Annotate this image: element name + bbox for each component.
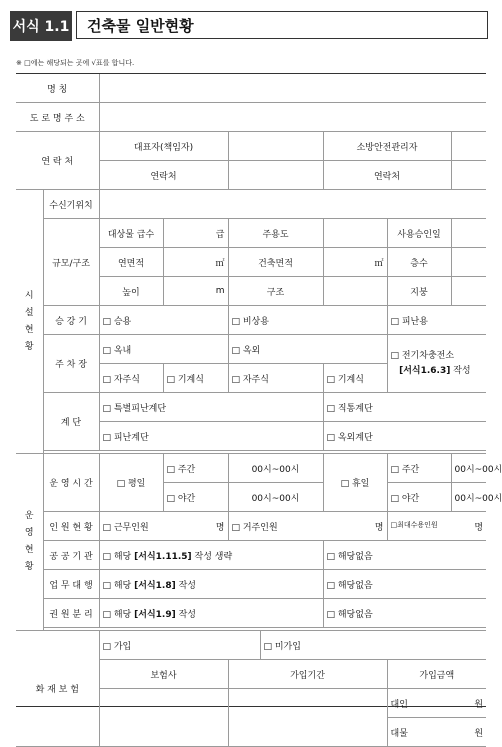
- structure-field[interactable]: [323, 277, 387, 306]
- period-field[interactable]: [228, 689, 387, 747]
- direct-stairs-checkbox[interactable]: □ 직통계단: [323, 393, 486, 422]
- rights-no-checkbox[interactable]: □ 해당없음: [323, 599, 486, 628]
- fire-insurance-label: 화 재 보 험: [16, 631, 99, 747]
- building-status-form: [16, 73, 502, 739]
- public-agency-yes-checkbox[interactable]: □ 해당 [서식1.11.5] 작성 생략: [99, 541, 323, 570]
- amount-label: 가입금액: [387, 660, 486, 689]
- outsourcing-form-ref: [서식1.8]: [134, 580, 176, 591]
- workers-field[interactable]: □ 근무인원 명: [99, 512, 228, 541]
- outsourcing-yes-checkbox[interactable]: □ 해당 [서식1.8] 작성: [99, 570, 323, 599]
- rep-phone-field[interactable]: [228, 161, 323, 190]
- height-field[interactable]: m: [163, 277, 228, 306]
- elevator-passenger-checkbox[interactable]: □ 승용: [99, 306, 228, 335]
- property-amount-field[interactable]: 대물 원: [387, 718, 486, 747]
- rep-phone-label: 연락처: [99, 161, 228, 190]
- operating-hours-label: 운 영 시 간: [43, 454, 99, 512]
- elevator-label: 승 강 기: [43, 306, 99, 335]
- public-agency-no-checkbox[interactable]: □ 해당없음: [323, 541, 486, 570]
- parking-indoor-checkbox[interactable]: □ 옥내: [99, 335, 228, 364]
- height-label: 높이: [99, 277, 163, 306]
- public-form-ref: [서식1.11.5]: [134, 551, 192, 562]
- structure-label: 구조: [228, 277, 323, 306]
- total-area-label: 연면적: [99, 248, 163, 277]
- insurer-label: 보험사: [99, 660, 228, 689]
- name-label: 명 칭: [16, 74, 99, 103]
- period-label: 가입기간: [228, 660, 387, 689]
- address-label: 도 로 명 주 소: [16, 103, 99, 132]
- parking-outdoor-self-checkbox[interactable]: □ 자주식: [228, 364, 323, 393]
- stairs-label: 계 단: [43, 393, 99, 451]
- weekday-checkbox[interactable]: □ 평일: [99, 454, 163, 512]
- form-title: 건축물 일반현황: [76, 11, 488, 39]
- insurance-not-joined-checkbox[interactable]: □ 미가입: [260, 631, 486, 660]
- insurer-field[interactable]: [99, 689, 228, 747]
- holiday-night-checkbox[interactable]: □ 야간: [387, 483, 451, 512]
- parking-indoor-mech-checkbox[interactable]: □ 기계식: [163, 364, 228, 393]
- parking-label: 주 차 장: [43, 335, 99, 393]
- insurance-joined-checkbox[interactable]: □ 가입: [99, 631, 260, 660]
- elevator-emergency-checkbox[interactable]: □ 비상용: [228, 306, 387, 335]
- facility-section-label: 시 설 현 황: [16, 190, 43, 454]
- rights-form-ref: [서식1.9]: [134, 609, 176, 620]
- main-use-field[interactable]: [323, 219, 387, 248]
- weekday-night-time[interactable]: 00시~00시: [228, 483, 323, 512]
- fire-manager-value-field[interactable]: [451, 132, 486, 161]
- scale-structure-label: 규모/구조: [43, 219, 99, 306]
- main-use-label: 주용도: [228, 219, 323, 248]
- manager-phone-field[interactable]: [451, 161, 486, 190]
- outsourcing-label: 업 무 대 행: [43, 570, 99, 599]
- holiday-night-time[interactable]: 00시~00시: [451, 483, 486, 512]
- ev-form-ref: [서식1.6.3]: [399, 365, 451, 376]
- form-table: [16, 74, 502, 747]
- max-capacity-field[interactable]: □최대수용인원 명: [387, 512, 486, 541]
- evac-stairs-checkbox[interactable]: □ 피난계단: [99, 422, 323, 451]
- form-number-badge: 서식 1.1: [10, 11, 72, 41]
- roof-label: 지붕: [387, 277, 451, 306]
- outsourcing-no-checkbox[interactable]: □ 해당없음: [323, 570, 486, 599]
- grade-label: 대상물 급수: [99, 219, 163, 248]
- weekday-day-checkbox[interactable]: □ 주간: [163, 454, 228, 483]
- grade-field[interactable]: 급: [163, 219, 228, 248]
- elevator-evacuation-checkbox[interactable]: □ 피난용: [387, 306, 486, 335]
- fire-manager-label: 소방안전관리자: [323, 132, 451, 161]
- building-area-label: 건축면적: [228, 248, 323, 277]
- staff-label: 인 원 현 황: [43, 512, 99, 541]
- weekday-night-checkbox[interactable]: □ 야간: [163, 483, 228, 512]
- receiver-location-label: 수신기위치: [43, 190, 99, 219]
- rights-yes-checkbox[interactable]: □ 해당 [서식1.9] 작성: [99, 599, 323, 628]
- public-agency-label: 공 공 기 관: [43, 541, 99, 570]
- rights-separation-label: 권 원 분 리: [43, 599, 99, 628]
- approval-date-label: 사용승인일: [387, 219, 451, 248]
- ev-charging-checkbox[interactable]: □ 전기차충전소 [서식1.6.3] 작성: [387, 335, 486, 393]
- person-amount-field[interactable]: 대인 원: [387, 689, 486, 718]
- total-area-field[interactable]: ㎡: [163, 248, 228, 277]
- floors-field[interactable]: [451, 248, 486, 277]
- parking-outdoor-mech-checkbox[interactable]: □ 기계식: [323, 364, 387, 393]
- instruction-note: ※ □에는 해당되는 곳에 √표를 합니다.: [16, 59, 135, 67]
- receiver-location-field[interactable]: [99, 190, 486, 219]
- approval-date-field[interactable]: [451, 219, 486, 248]
- residents-field[interactable]: □ 거주인원 명: [228, 512, 387, 541]
- name-value-field[interactable]: [99, 74, 486, 103]
- weekday-day-time[interactable]: 00시~00시: [228, 454, 323, 483]
- manager-phone-label: 연락처: [323, 161, 451, 190]
- parking-outdoor-checkbox[interactable]: □ 옥외: [228, 335, 387, 364]
- rep-value-field[interactable]: [228, 132, 323, 161]
- outdoor-stairs-checkbox[interactable]: □ 옥외계단: [323, 422, 486, 451]
- floors-label: 층수: [387, 248, 451, 277]
- parking-indoor-self-checkbox[interactable]: □ 자주식: [99, 364, 163, 393]
- rep-label: 대표자(책임자): [99, 132, 228, 161]
- special-evac-stairs-checkbox[interactable]: □ 특별피난계단: [99, 393, 323, 422]
- holiday-day-checkbox[interactable]: □ 주간: [387, 454, 451, 483]
- operation-section-label: 운 영 현 황: [16, 454, 43, 631]
- address-value-field[interactable]: [99, 103, 486, 132]
- holiday-checkbox[interactable]: □ 휴일: [323, 454, 387, 512]
- form-header: [10, 11, 490, 41]
- building-area-field[interactable]: ㎡: [323, 248, 387, 277]
- roof-field[interactable]: [451, 277, 486, 306]
- holiday-day-time[interactable]: 00시~00시: [451, 454, 486, 483]
- contact-label: 연 락 처: [16, 132, 99, 190]
